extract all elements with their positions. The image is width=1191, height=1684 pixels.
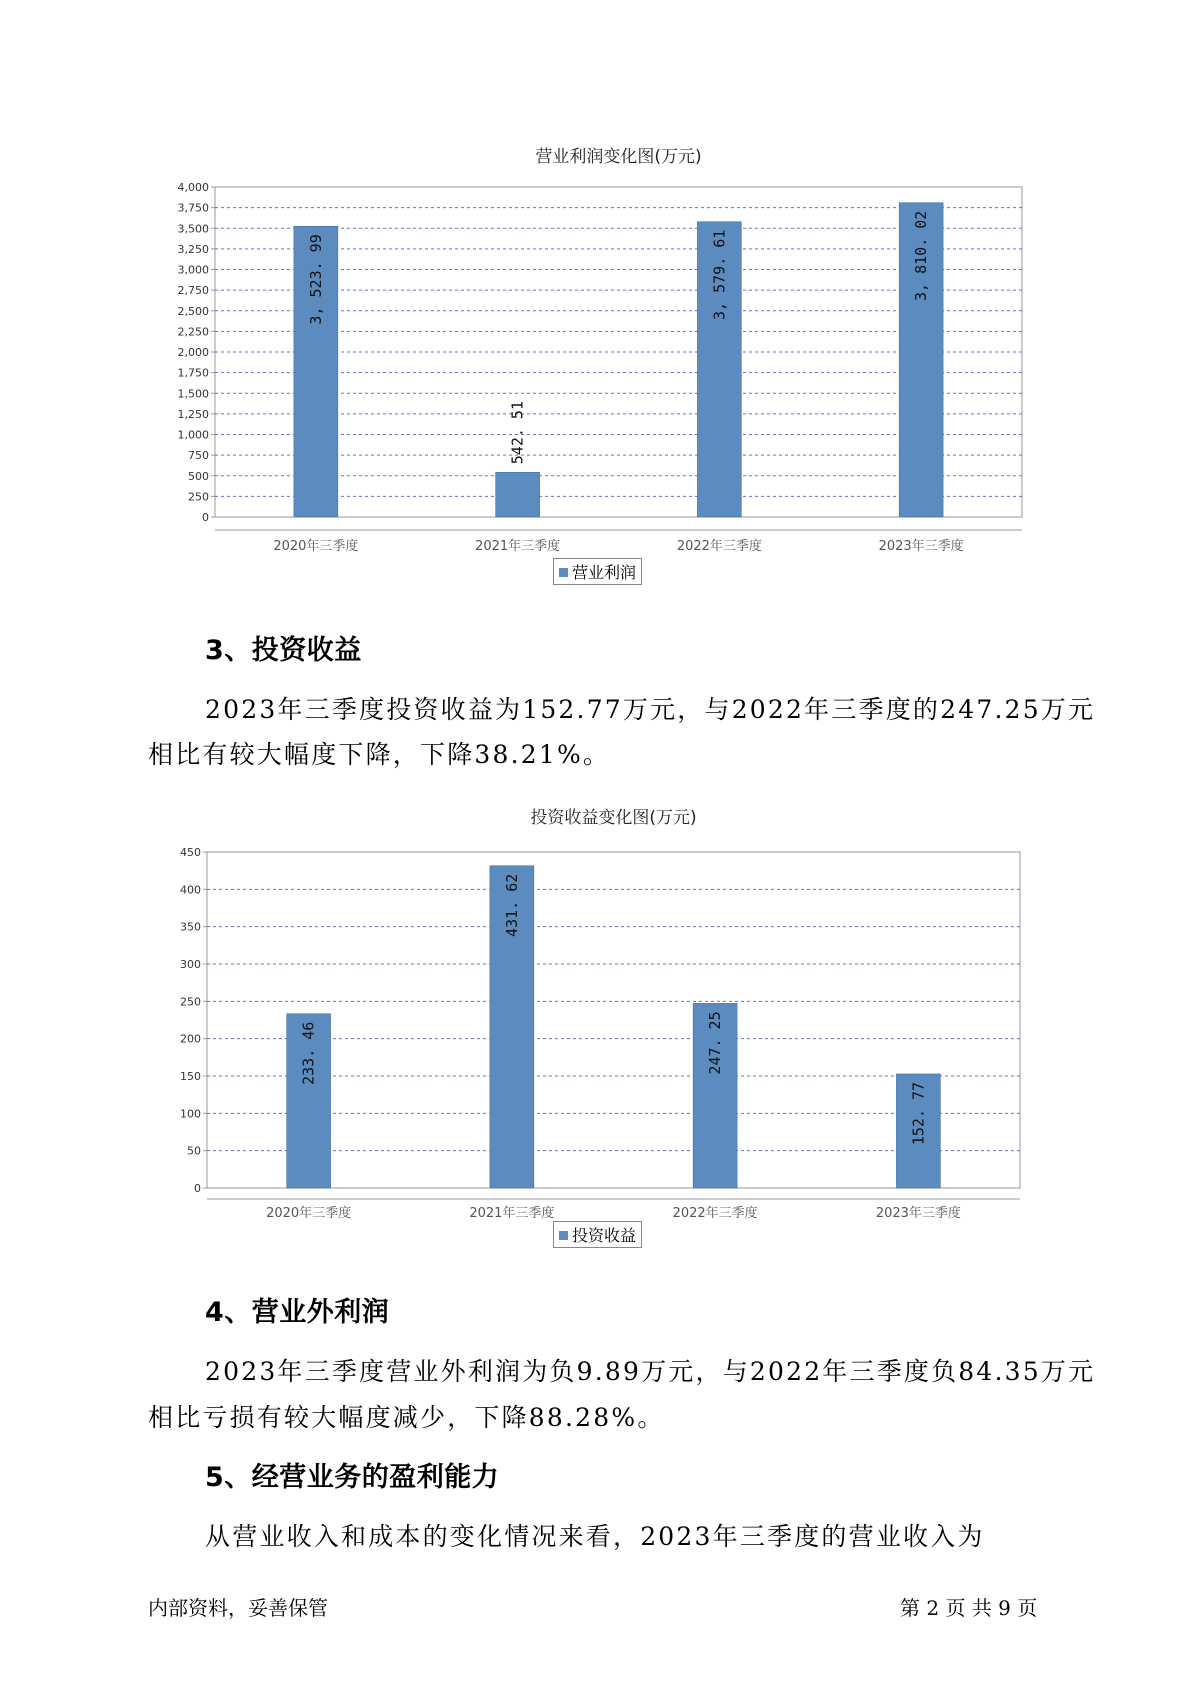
chart-title: 投资收益变化图(万元) xyxy=(530,808,697,828)
paragraph-line: 2023年三季度投资收益为152.77万元，与2022年三季度的247.25万元 xyxy=(205,695,1096,724)
data-label: 542. 51 xyxy=(508,401,527,465)
y-tick-label: 3,500 xyxy=(177,222,209,236)
y-tick-label: 0 xyxy=(202,511,209,524)
category-label: 2023年三季度 xyxy=(878,539,964,554)
category-label: 2022年三季度 xyxy=(672,1206,758,1221)
y-tick-label: 350 xyxy=(180,920,201,934)
y-tick-label: 250 xyxy=(188,490,209,504)
section-heading-profitability: 5、经营业务的盈利能力 xyxy=(205,1462,500,1493)
y-tick-label: 3,250 xyxy=(177,242,209,256)
y-tick-label: 150 xyxy=(180,1070,201,1083)
y-tick-label: 500 xyxy=(188,469,209,483)
y-tick-label: 450 xyxy=(180,846,201,859)
y-tick-label: 300 xyxy=(180,958,201,971)
legend-label: 投资收益 xyxy=(572,1226,637,1245)
y-tick-label: 2,250 xyxy=(177,325,209,339)
data-label: 3, 579. 61 xyxy=(710,229,729,320)
category-label: 2021年三季度 xyxy=(475,539,561,554)
y-tick-label: 750 xyxy=(188,449,209,463)
y-tick-label: 1,000 xyxy=(177,428,209,442)
y-tick-label: 4,000 xyxy=(177,181,209,194)
paragraph-line: 从营业收入和成本的变化情况来看，2023年三季度的营业收入为 xyxy=(205,1522,985,1551)
data-label: 3, 810. 02 xyxy=(912,210,931,301)
legend-swatch xyxy=(559,1231,568,1240)
y-tick-label: 400 xyxy=(180,883,201,897)
paragraph-line: 2023年三季度营业外利润为负9.89万元，与2022年三季度负84.35万元 xyxy=(205,1357,1096,1386)
y-tick-label: 3,000 xyxy=(177,263,209,277)
y-tick-label: 3,750 xyxy=(177,201,209,215)
data-label: 233. 46 xyxy=(299,1021,318,1085)
legend-swatch xyxy=(559,568,568,577)
y-tick-label: 0 xyxy=(194,1182,201,1195)
y-tick-label: 2,000 xyxy=(177,346,209,359)
investment-income-chart-svg xyxy=(0,795,1191,1260)
y-tick-label: 200 xyxy=(180,1032,201,1046)
bar xyxy=(496,472,540,517)
operating-profit-chart xyxy=(0,130,1191,600)
investment-income-legend xyxy=(553,1221,642,1248)
y-tick-label: 2,500 xyxy=(177,304,209,318)
category-label: 2021年三季度 xyxy=(469,1206,555,1221)
y-tick-label: 250 xyxy=(180,995,201,1009)
y-tick-label: 1,250 xyxy=(177,407,209,421)
y-tick-label: 1,750 xyxy=(177,366,209,380)
category-label: 2020年三季度 xyxy=(266,1206,352,1221)
y-tick-label: 50 xyxy=(187,1144,201,1158)
y-tick-label: 1,500 xyxy=(177,387,209,401)
category-label: 2022年三季度 xyxy=(676,539,762,554)
operating-profit-chart-svg xyxy=(0,130,1191,600)
chart-title: 营业利润变化图(万元) xyxy=(535,147,702,167)
y-tick-label: 2,750 xyxy=(177,284,209,298)
category-label: 2023年三季度 xyxy=(875,1206,961,1221)
investment-income-chart xyxy=(0,795,1191,1260)
data-label: 247. 25 xyxy=(706,1011,725,1075)
paragraph-line: 相比亏损有较大幅度减少，下降88.28%。 xyxy=(148,1403,665,1432)
paragraph-line: 相比有较大幅度下降，下降38.21%。 xyxy=(148,740,611,769)
footer-confidential-note: 内部资料，妥善保管 xyxy=(148,1596,328,1620)
y-tick-label: 100 xyxy=(180,1107,201,1121)
data-label: 3, 523. 99 xyxy=(306,234,325,325)
section-heading-non-operating-profit: 4、营业外利润 xyxy=(205,1297,390,1328)
legend-label: 营业利润 xyxy=(572,563,637,582)
footer-page-number: 第 2 页 共 9 页 xyxy=(900,1596,1038,1620)
section-heading-investment-income: 3、投资收益 xyxy=(205,635,362,666)
data-label: 431. 62 xyxy=(502,873,521,937)
category-label: 2020年三季度 xyxy=(273,539,359,554)
data-label: 152. 77 xyxy=(909,1081,928,1146)
operating-profit-legend xyxy=(553,558,642,585)
